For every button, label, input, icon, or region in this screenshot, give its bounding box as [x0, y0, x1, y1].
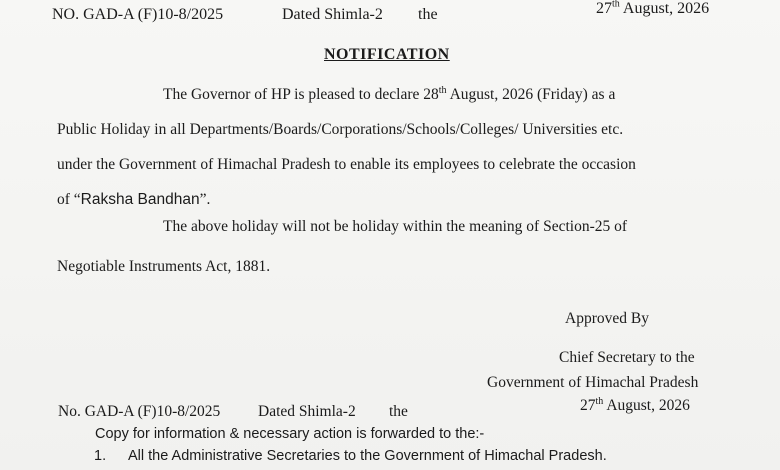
footer-ref-no: No. GAD-A (F)10-8/2025: [58, 403, 221, 420]
header-dated-label: Dated Shimla-2: [282, 6, 383, 23]
copy-forward-line: Copy for information & necessary action is forwarded to the:-: [95, 426, 485, 442]
list-item-number: 1.: [94, 448, 107, 464]
footer-date: [580, 397, 690, 415]
header-ref-no: NO. GAD-A (F)10-8/2025: [52, 6, 224, 23]
footer-date-day: 27: [580, 397, 596, 414]
footer-date-suffix: th: [595, 395, 604, 407]
para1-line4-b: ”.: [199, 191, 211, 208]
para1-line4-a: of “: [57, 191, 81, 208]
header-date-suffix: th: [612, 0, 620, 10]
para1-line2: Public Holiday in all Departments/Boards/Corporations/Schools/Colleges/ Universities etc.: [57, 121, 624, 138]
approved-by: Approved By: [565, 310, 649, 327]
para2-line2: Negotiable Instruments Act, 1881.: [57, 258, 271, 275]
footer-dated-label: Dated Shimla-2: [258, 403, 356, 420]
para1-line3: under the Government of Himachal Pradesh to enable its employees to celebrate the occasion: [57, 156, 636, 173]
para1-line1-sup: th: [438, 84, 447, 96]
footer-date-rest: August, 2026: [606, 397, 690, 414]
header-date-day: 27: [596, 0, 612, 17]
list-item: All the Administrative Secretaries to the Government of Himachal Pradesh.: [128, 448, 607, 464]
header-date-rest: August, 2026: [622, 0, 710, 17]
signatory-designation-2: Government of Himachal Pradesh: [487, 374, 699, 391]
para1-line1-b: August, 2026 (Friday) as a: [449, 86, 616, 103]
notification-title: NOTIFICATION: [324, 46, 450, 63]
festival-name: Raksha Bandhan: [80, 191, 200, 208]
para2-line1: The above holiday will not be holiday within the meaning of Section-25 of: [163, 218, 628, 235]
header-the-word: the: [418, 6, 438, 23]
signatory-designation-1: Chief Secretary to the: [559, 349, 695, 366]
footer-the-word: the: [389, 403, 408, 420]
para1-line4: [57, 191, 210, 209]
para1-line1-a: The Governor of HP is pleased to declare 28: [163, 86, 439, 103]
header-date: [596, 0, 709, 18]
para1-line1: [163, 86, 615, 104]
